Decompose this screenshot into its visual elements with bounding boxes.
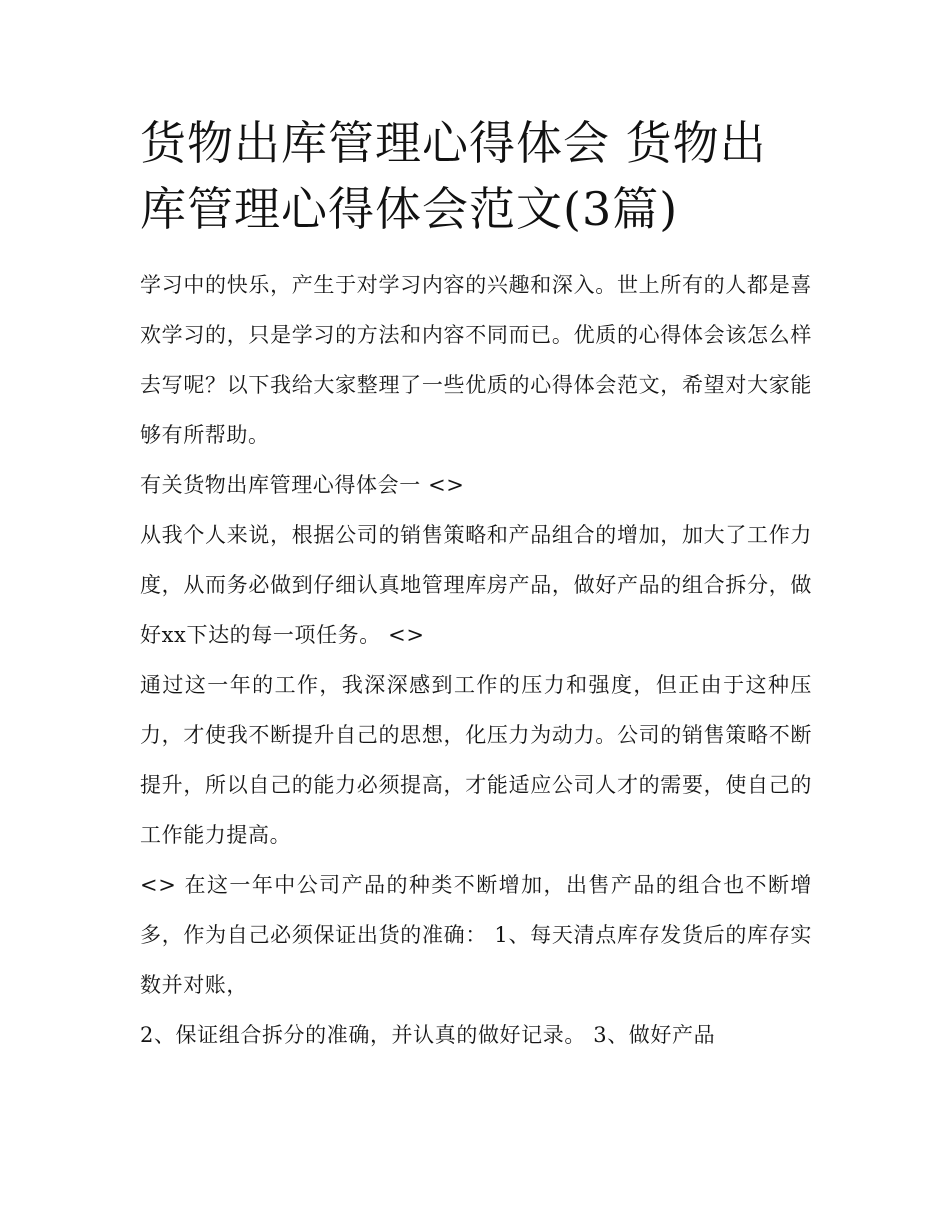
paragraph-product-types: <> 在这一年中公司产品的种类不断增加，出售产品的组合也不断增多，作为自己必须保证出货的准确： 1、每天清点库存发货后的库存实数并对账， — [140, 873, 812, 997]
paragraph-year-work: 通过这一年的工作，我深深感到工作的压力和强度，但正由于这种压力，才使我不断提升自己的思想，化压力为动力。公司的销售策略不断提升，所以自己的能力必须提高，才能适应公司人才的需要，使自己的工作能力提高。 — [140, 673, 812, 847]
document-title: 货物出库管理心得体会 货物出库管理心得体会范文(3篇) — [140, 116, 767, 236]
paragraph-personal: 从我个人来说，根据公司的销售策略和产品组合的增加，加大了工作力度，从而务必做到仔细认真地管理库房产品，做好产品的组合拆分，做好xx下达的每一项任务。 <> — [140, 523, 812, 647]
paragraph-intro: 学习中的快乐，产生于对学习内容的兴趣和深入。世上所有的人都是喜欢学习的，只是学习的方法和内容不同而已。优质的心得体会该怎么样去写呢？以下我给大家整理了一些优质的心得体会范文，希望对大家能够有所帮助。 — [140, 273, 812, 447]
paragraph-list-continued: 2、保证组合拆分的准确，并认真的做好记录。 3、做好产品 — [140, 1023, 716, 1047]
section-heading-1: 有关货物出库管理心得体会一 <> — [140, 473, 465, 497]
